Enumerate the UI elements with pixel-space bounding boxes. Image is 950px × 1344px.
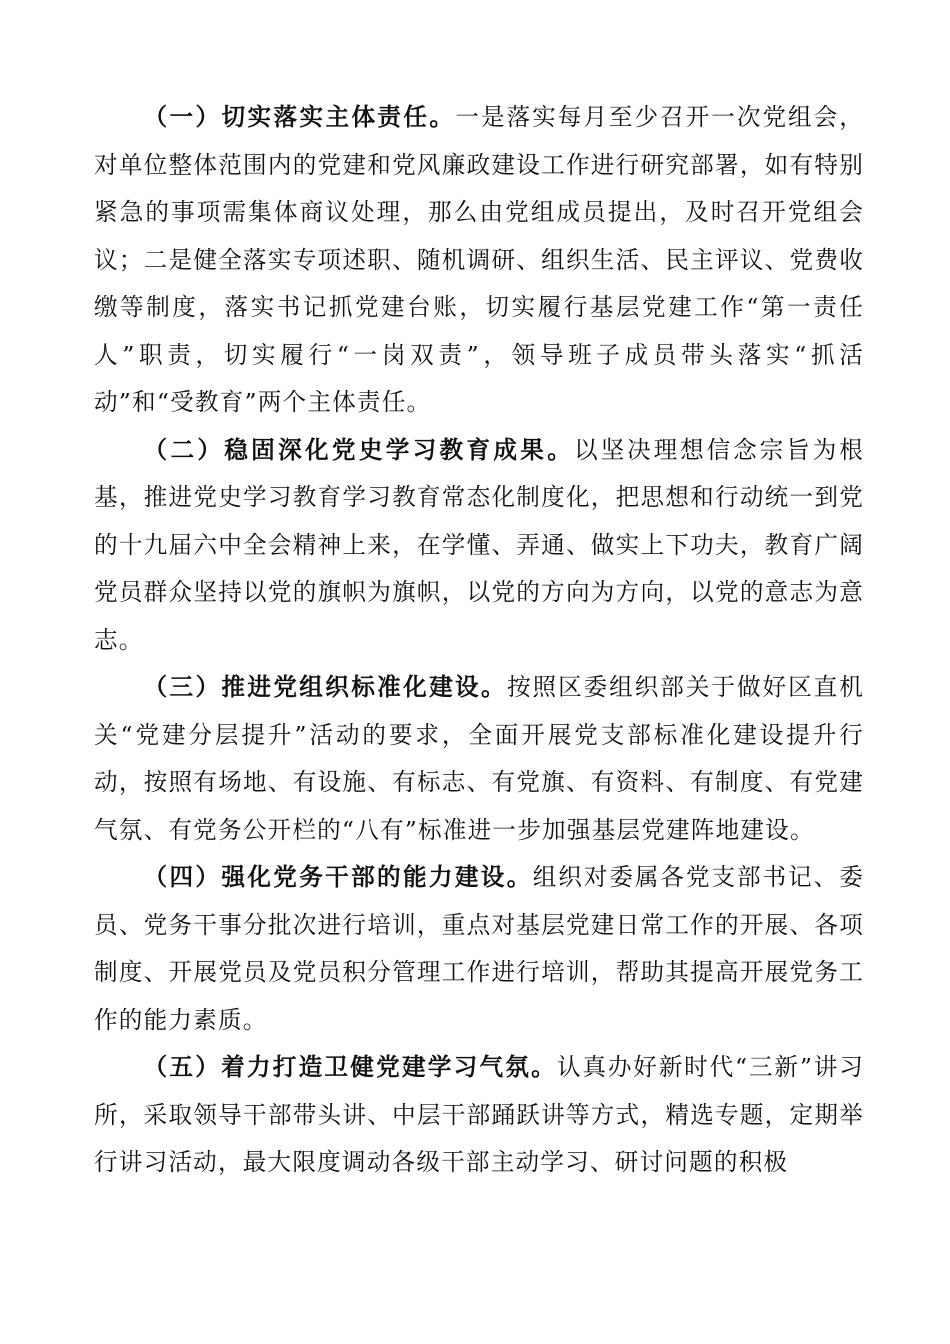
paragraph-body: 认真办好新时代“三新”讲习所，采取领导干部带头讲、中层干部踊跃讲等方式，精选专题，定期举行讲习活动，最大限度调动各级干部主动学习、研讨问题的积极 bbox=[94, 1053, 864, 1176]
paragraph-body: 一是落实每月至少召开一次党组会，对单位整体范围内的党建和党风廉政建设工作进行研究部署，如有特别紧急的事项需集体商议处理，那么由党组成员提出，及时召开党组会议；二是健全落实专项述职、随机调研、组织生活、民主评议、党费收缴等制度，落实书记抓党建台账，切实履行基层党建工作“第一责任人”职责，切实履行“一岗双责”，领导班子成员带头落实“抓活动”和“受教育”两个主体责任。 bbox=[94, 103, 865, 416]
paragraph-body: 以坚决理想信念宗旨为根基，推进党史学习教育学习教育常态化制度化，把思想和行动统一到党的十九届六中全会精神上来，在学懂、弄通、做实上下功夫，教育广阔党员群众坚持以党的旗帜为旗帜，以党的方向为方向，以党的意志为意志。 bbox=[94, 435, 864, 654]
paragraph-body: 组织对委属各党支部书记、委员、党务干事分批次进行培训，重点对基层党建日常工作的开展、各项制度、开展党员及党员积分管理工作进行培训，帮助其提高开展党务工作的能力素质。 bbox=[94, 863, 864, 1034]
paragraph-cadre-capacity bbox=[94, 854, 864, 1044]
paragraph-standardization bbox=[94, 664, 864, 854]
paragraph-heading: （一）切实落实主体责任。 bbox=[143, 103, 456, 131]
paragraph-party-history-education bbox=[94, 427, 864, 665]
paragraph-study-atmosphere bbox=[94, 1044, 864, 1187]
paragraph-heading: （五）着力打造卫健党建学习气氛。 bbox=[143, 1053, 557, 1081]
paragraph-main-responsibility bbox=[94, 94, 864, 427]
document-page bbox=[94, 94, 864, 1187]
paragraph-heading: （二）稳固深化党史学习教育成果。 bbox=[143, 435, 575, 464]
paragraph-body: 按照区委组织部关于做好区直机关“党建分层提升”活动的要求，全面开展党支部标准化建设提升行动，按照有场地、有设施、有标志、有党旗、有资料、有制度、有党建气氛、有党务公开栏的“八有”标准进一步加强基层党建阵地建设。 bbox=[94, 673, 864, 844]
paragraph-heading: （四）强化党务干部的能力建设。 bbox=[143, 863, 533, 891]
paragraph-heading: （三）推进党组织标准化建设。 bbox=[143, 673, 507, 701]
